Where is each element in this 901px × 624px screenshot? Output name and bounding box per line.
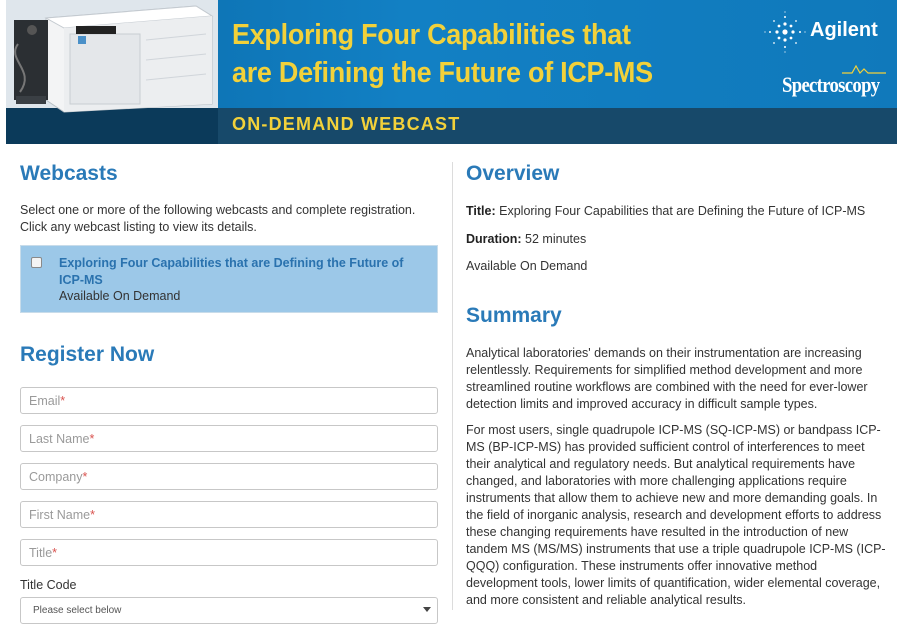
spectroscopy-wordmark: Spectroscopy <box>782 72 880 97</box>
overview-duration <box>466 231 586 248</box>
company-placeholder: Company <box>29 470 83 484</box>
webcast-status: Available On Demand <box>59 289 181 303</box>
summary-heading: Summary <box>466 304 562 327</box>
webcast-listing[interactable] <box>20 245 438 313</box>
title-code-select-value: Please select below <box>33 605 122 616</box>
first-name-field[interactable] <box>20 501 438 528</box>
overview-title-value: Exploring Four Capabilities that are Defining the Future of ICP-MS <box>499 204 866 218</box>
webcasts-heading: Webcasts <box>20 162 118 185</box>
required-mark: * <box>52 546 58 560</box>
required-mark: * <box>90 508 95 522</box>
icp-ms-instrument-image <box>6 0 218 144</box>
title-code-label: Title Code <box>20 578 77 592</box>
webcast-title[interactable]: Exploring Four Capabilities that are Defining the Future of ICP-MS <box>59 256 404 287</box>
webcast-details-column <box>466 160 886 607</box>
webcast-checkbox[interactable] <box>31 257 42 268</box>
overview-duration-value: 52 minutes <box>525 232 587 246</box>
title-code-select[interactable] <box>20 597 438 624</box>
overview-duration-label: Duration: <box>466 232 522 246</box>
email-field[interactable] <box>20 387 438 414</box>
agilent-wordmark: Agilent <box>810 19 878 41</box>
email-placeholder: Email <box>29 394 61 408</box>
banner-title-line1: Exploring Four Capabilities that <box>232 19 631 51</box>
summary-paragraph-1: Analytical laboratories' demands on their instrumentation are increasing relentlessly. Requirements for simplified method development and more streamlined routine workflows are combined with the need for ever-lower detection limits and improved accuracy in difficult sample types. <box>466 346 868 411</box>
column-divider <box>452 162 453 610</box>
title-field[interactable] <box>20 539 438 566</box>
title-placeholder: Title <box>29 546 53 560</box>
register-heading: Register Now <box>20 343 155 366</box>
chevron-down-icon <box>423 607 431 612</box>
overview-availability: Available On Demand <box>466 259 588 273</box>
banner-subtitle: ON-DEMAND WEBCAST <box>232 114 461 134</box>
webcasts-intro: Select one or more of the following webcasts and complete registration. Click any webcast listing to view its details. <box>20 203 416 234</box>
last-name-field[interactable] <box>20 425 438 452</box>
required-mark: * <box>60 394 66 408</box>
overview-title <box>466 203 865 220</box>
agilent-spark-icon <box>762 10 808 54</box>
required-mark: * <box>89 432 95 446</box>
company-field[interactable] <box>20 463 438 490</box>
last-name-placeholder: Last Name <box>29 432 90 446</box>
agilent-logo <box>762 10 892 54</box>
required-mark: * <box>82 470 88 484</box>
overview-heading: Overview <box>466 162 560 185</box>
webcast-registration-column <box>20 160 438 616</box>
header-banner <box>6 0 897 144</box>
banner-title <box>232 16 653 92</box>
spectroscopy-logo <box>782 64 892 100</box>
overview-title-label: Title: <box>466 204 496 218</box>
first-name-placeholder: First Name <box>29 508 91 522</box>
summary-paragraph-2: For most users, single quadrupole ICP-MS (SQ-ICP-MS) or bandpass ICP-MS (BP-ICP-MS) has provided sufficient control of interferences to meet their analytical and regulatory needs. But analytical requirements have changed, and laboratories with more challenging applications require instruments that allow them to achieve new and more demanding goals. In the field of inorganic analysis, research and development efforts to address these changing requirements have resulted in the introduction of new tandem MS (MS/MS) instruments that use a triple quadrupole ICP-MS (ICP-QQQ) configuration. These instruments offer innovative method development tools, lower limits of quantification, wider elemental coverage, and more consistent and reliable analytical results. <box>466 423 886 607</box>
banner-title-line2: are Defining the Future of ICP-MS <box>232 57 653 89</box>
